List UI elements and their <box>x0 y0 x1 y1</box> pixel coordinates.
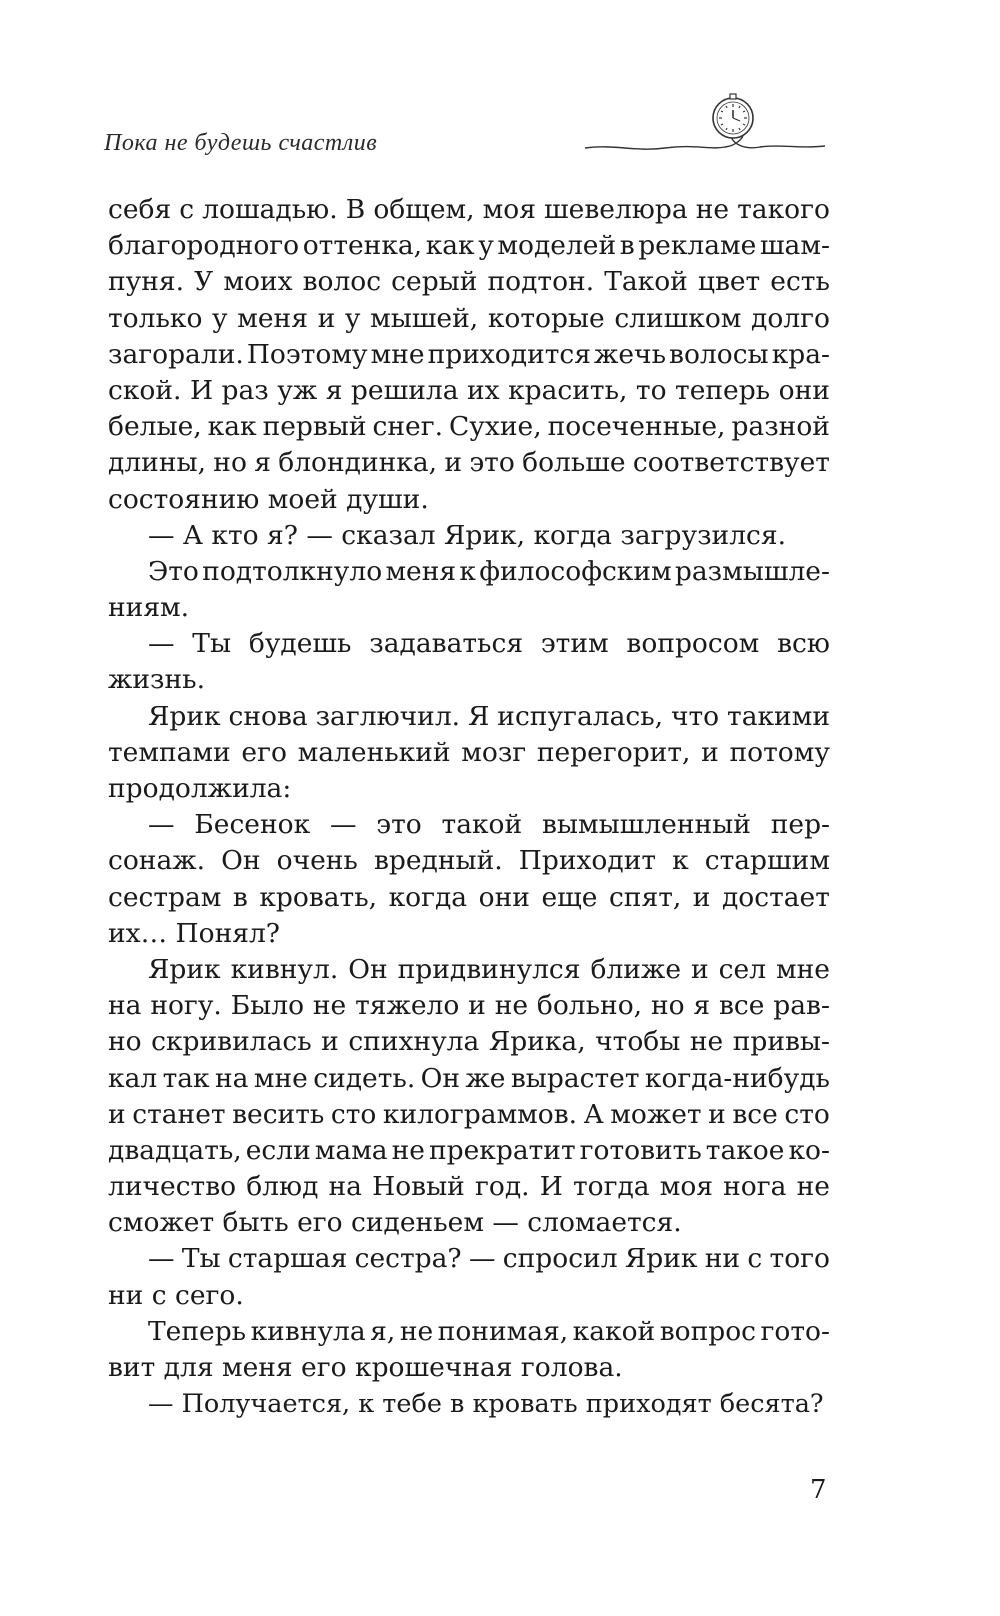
text-line: — Ты будешь задаваться этим вопросом всю <box>148 628 830 660</box>
text-line: сможет быть его сиденьем — сломается. <box>108 1207 682 1239</box>
paragraph <box>108 626 830 698</box>
text-line: продолжила: <box>108 773 292 804</box>
text-line: себя с лошадью. В общем, моя шевелюра не такого <box>108 194 830 225</box>
text-line: благородного оттенка, как у моделей в рекламе шам- <box>108 230 830 262</box>
text-line: — Получается, к тебе в кровать приходят бесята? <box>148 1389 824 1420</box>
paragraph <box>108 1314 830 1386</box>
text-line: Ярик кивнул. Он придвинулся ближе и сел мне <box>148 953 830 985</box>
text-line: жизнь. <box>108 664 206 696</box>
text-line: темпами его маленький мозг перегорит, и потому <box>108 736 830 768</box>
text-line: их… Понял? <box>108 917 281 949</box>
text-line: — Ты старшая сестра? — спросил Ярик ни с того <box>148 1243 830 1275</box>
text-line: белые, как первый снег. Сухие, посеченные, разной <box>108 411 830 443</box>
text-line: длины, но я блондинка, и это больше соответствует <box>108 447 830 479</box>
body-text <box>108 192 830 1422</box>
text-line: ниям. <box>108 592 190 624</box>
page-number: 7 <box>810 1475 827 1505</box>
paragraph <box>108 192 830 518</box>
text-line: ни с сего. <box>108 1279 244 1311</box>
paragraph <box>108 807 830 952</box>
text-line: кал так на мне сидеть. Он же вырастет когда-нибудь <box>108 1062 830 1094</box>
text-line: — А кто я? — сказал Ярик, когда загрузился. <box>148 519 787 551</box>
paragraph <box>108 554 830 626</box>
text-line: ской. И раз уж я решила их красить, то теперь они <box>108 374 830 406</box>
text-line: вит для меня его крошечная голова. <box>108 1352 623 1383</box>
text-line: сестрам в кровать, когда они еще спят, и достает <box>108 881 830 913</box>
paragraph <box>108 1386 830 1422</box>
text-line: — Бесенок — это такой вымышленный пер- <box>148 809 830 841</box>
text-line: Теперь кивнула я, не понимая, какой вопрос гото- <box>148 1315 830 1347</box>
text-line: личество блюд на Новый год. И тогда моя нога не <box>108 1171 830 1203</box>
wavy-line <box>585 127 825 149</box>
text-line: сонаж. Он очень вредный. Приходит к старшим <box>108 845 830 877</box>
page-header <box>0 90 1000 170</box>
paragraph <box>108 1241 830 1313</box>
text-line: загорали. Поэтому мне приходится жечь волосы кра- <box>108 338 830 370</box>
text-line: и станет весить сто килограммов. А может и все сто <box>108 1098 830 1130</box>
text-line: двадцать, если мама не прекратит готовить такое ко- <box>108 1134 830 1166</box>
text-line: Это подтолкнуло меня к философским размышле- <box>148 555 830 587</box>
paragraph <box>108 952 830 1242</box>
running-title: Пока не будешь счастлив <box>104 130 378 156</box>
text-line: Ярик снова заглючил. Я испугалась, что такими <box>148 700 830 732</box>
text-line: но скривилась и спихнула Ярика, чтобы не привы- <box>108 1026 830 1058</box>
text-line: состоянию моей души. <box>108 483 429 515</box>
text-line: пуня. У моих волос серый подтон. Такой цвет есть <box>108 266 830 298</box>
clock-ornament <box>585 90 825 170</box>
paragraph <box>108 699 830 808</box>
text-line: на ногу. Было не тяжело и не больно, но я все рав- <box>108 990 830 1022</box>
text-line: только у меня и у мышей, которые слишком долго <box>108 302 830 334</box>
paragraph <box>108 518 830 554</box>
